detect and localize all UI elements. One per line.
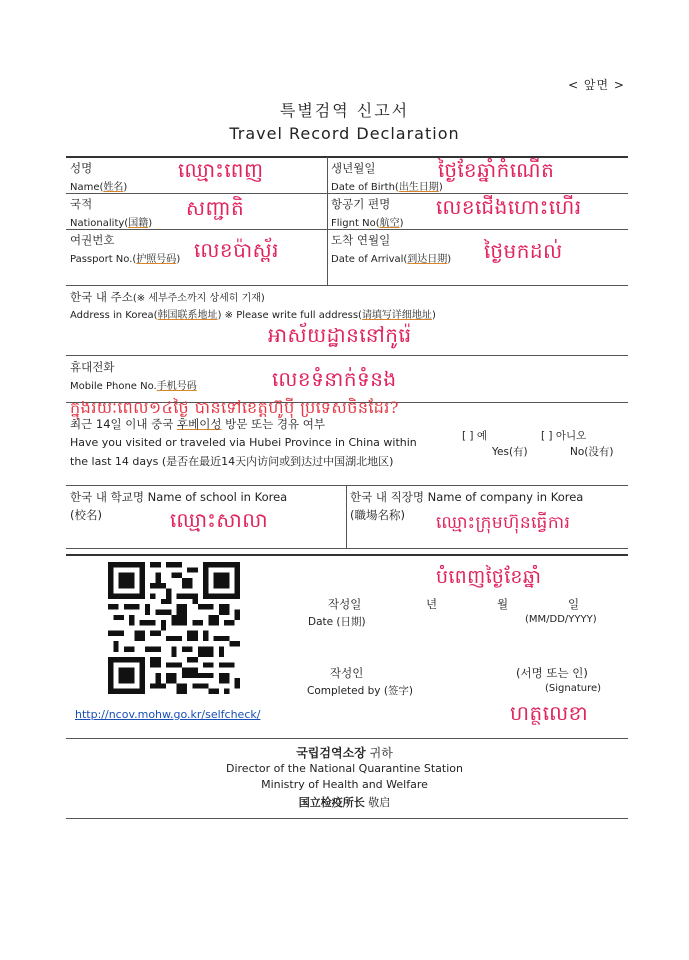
arrival-handwritten: ថ្ងៃមកដល់ xyxy=(484,239,563,263)
passport-handwritten: លេខប៉ាស្ព័រ xyxy=(194,238,280,262)
row-divider xyxy=(66,548,628,549)
day-label: 일 xyxy=(568,597,580,611)
dob-label-ko: 생년월일 xyxy=(331,161,376,175)
passport-label-ko: 여권번호 xyxy=(70,233,115,247)
hubei-question-ko: 최근 14일 이내 중국 후베이성 방문 또는 경유 여부 xyxy=(70,417,325,431)
column-divider xyxy=(327,157,328,285)
month-label: 월 xyxy=(497,597,509,611)
date-label-en: Date (日期) xyxy=(308,616,366,628)
dob-handwritten: ថ្ងៃខែឆ្នាំកំណើត xyxy=(438,158,555,182)
column-divider xyxy=(346,486,347,548)
company-label-cn: (職場名称) xyxy=(350,508,405,522)
dob-label-en: Date of Birth(出生日期) xyxy=(331,182,443,193)
completed-by-label: Completed by (签字) xyxy=(307,685,414,697)
date-label-ko: 작성일 xyxy=(328,597,362,611)
selfcheck-link[interactable]: http://ncov.mohw.go.kr/selfcheck/ xyxy=(75,708,261,721)
yes-label: Yes(有) xyxy=(492,446,528,458)
page-label: < 앞면 > xyxy=(568,78,625,92)
signature-label: (Signature) xyxy=(545,683,602,694)
school-handwritten: ឈ្មោះសាលា xyxy=(170,508,269,532)
footer-line-1: Director of the National Quarantine Station xyxy=(226,762,463,775)
name-label-en: Name(姓名) xyxy=(70,182,128,193)
signature-handwritten: ហត្ថលេខា xyxy=(510,701,589,725)
arrival-label-ko: 도착 연월일 xyxy=(331,233,391,247)
address-handwritten: អាស័យដ្ឋាននៅកូរ៉េ xyxy=(268,323,412,347)
qr-code xyxy=(108,562,240,694)
footer-korean: 국립검역소장 귀하 xyxy=(296,746,393,760)
passport-label-en: Passport No.(护照号码) xyxy=(70,254,181,265)
company-handwritten: ឈ្មោះក្រុមហ៊ុនធ្វើការ xyxy=(436,513,571,533)
address-label-en: Address in Korea(韩国联系地址) ※ Please write full address(请填写详细地址) xyxy=(70,310,436,321)
flight-label-ko: 항공기 편명 xyxy=(331,197,391,211)
address-label-ko: 한국 내 주소(※ 세부주소까지 상세히 기재) xyxy=(70,290,265,304)
row-divider xyxy=(66,229,628,230)
name-handwritten: ឈ្មោះពេញ xyxy=(178,158,264,182)
hubei-handwritten-note: ក្នុងរយៈពេល១៤ថ្ងៃ បានទៅខេត្តហ៊ូប៉ី ប្រទេសចិនដែរ? xyxy=(70,398,399,417)
footer-line-2: Ministry of Health and Welfare xyxy=(261,778,428,791)
school-label: 한국 내 학교명 Name of school in Korea xyxy=(70,490,288,504)
hubei-question-en-2: the last 14 days (是否在最近14天内访问或到达过中国湖北地区) xyxy=(70,455,394,468)
footer-chinese: 国立检疫所长 敬启 xyxy=(298,796,391,809)
company-label: 한국 내 직장명 Name of company in Korea xyxy=(350,490,584,504)
arrival-label-en: Date of Arrival(到达日期) xyxy=(331,254,452,265)
footer-divider xyxy=(66,818,628,819)
no-checkbox[interactable]: [ ] 아니오 xyxy=(541,430,587,442)
mobile-label-ko: 휴대전화 xyxy=(70,360,115,374)
hubei-question-en-1: Have you visited or traveled via Hubei Province in China within xyxy=(70,436,417,449)
row-divider xyxy=(66,285,628,286)
fill-date-handwritten: បំពេញថ្ងៃខែឆ្នាំ xyxy=(436,566,542,588)
form-title-english: Travel Record Declaration xyxy=(229,124,460,143)
nationality-label-ko: 국적 xyxy=(70,197,93,211)
row-divider xyxy=(66,738,628,739)
mobile-handwritten: លេខទំនាក់ទំនង xyxy=(272,367,397,391)
nationality-handwritten: សញ្ជាតិ xyxy=(186,196,245,220)
row-divider xyxy=(66,355,628,356)
no-label: No(没有) xyxy=(570,446,614,458)
nationality-label-en: Nationality(国籍) xyxy=(70,218,153,229)
year-label: 년 xyxy=(426,597,438,611)
flight-handwritten: លេខជើងហោះហើរ xyxy=(436,195,582,219)
school-label-cn: (校名) xyxy=(70,508,102,522)
row-divider xyxy=(66,485,628,486)
completed-by-ko: 작성인 xyxy=(330,666,364,680)
mobile-label-en: Mobile Phone No.手机号码 xyxy=(70,381,197,392)
signature-label-ko: (서명 또는 인) xyxy=(516,666,588,680)
section-border xyxy=(66,554,628,556)
form-title-korean: 특별검역 신고서 xyxy=(279,101,410,120)
name-label-ko: 성명 xyxy=(70,161,93,175)
yes-checkbox[interactable]: [ ] 예 xyxy=(462,430,488,442)
flight-label-en: Flignt No(航空) xyxy=(331,218,404,229)
date-format: (MM/DD/YYYY) xyxy=(525,614,597,625)
